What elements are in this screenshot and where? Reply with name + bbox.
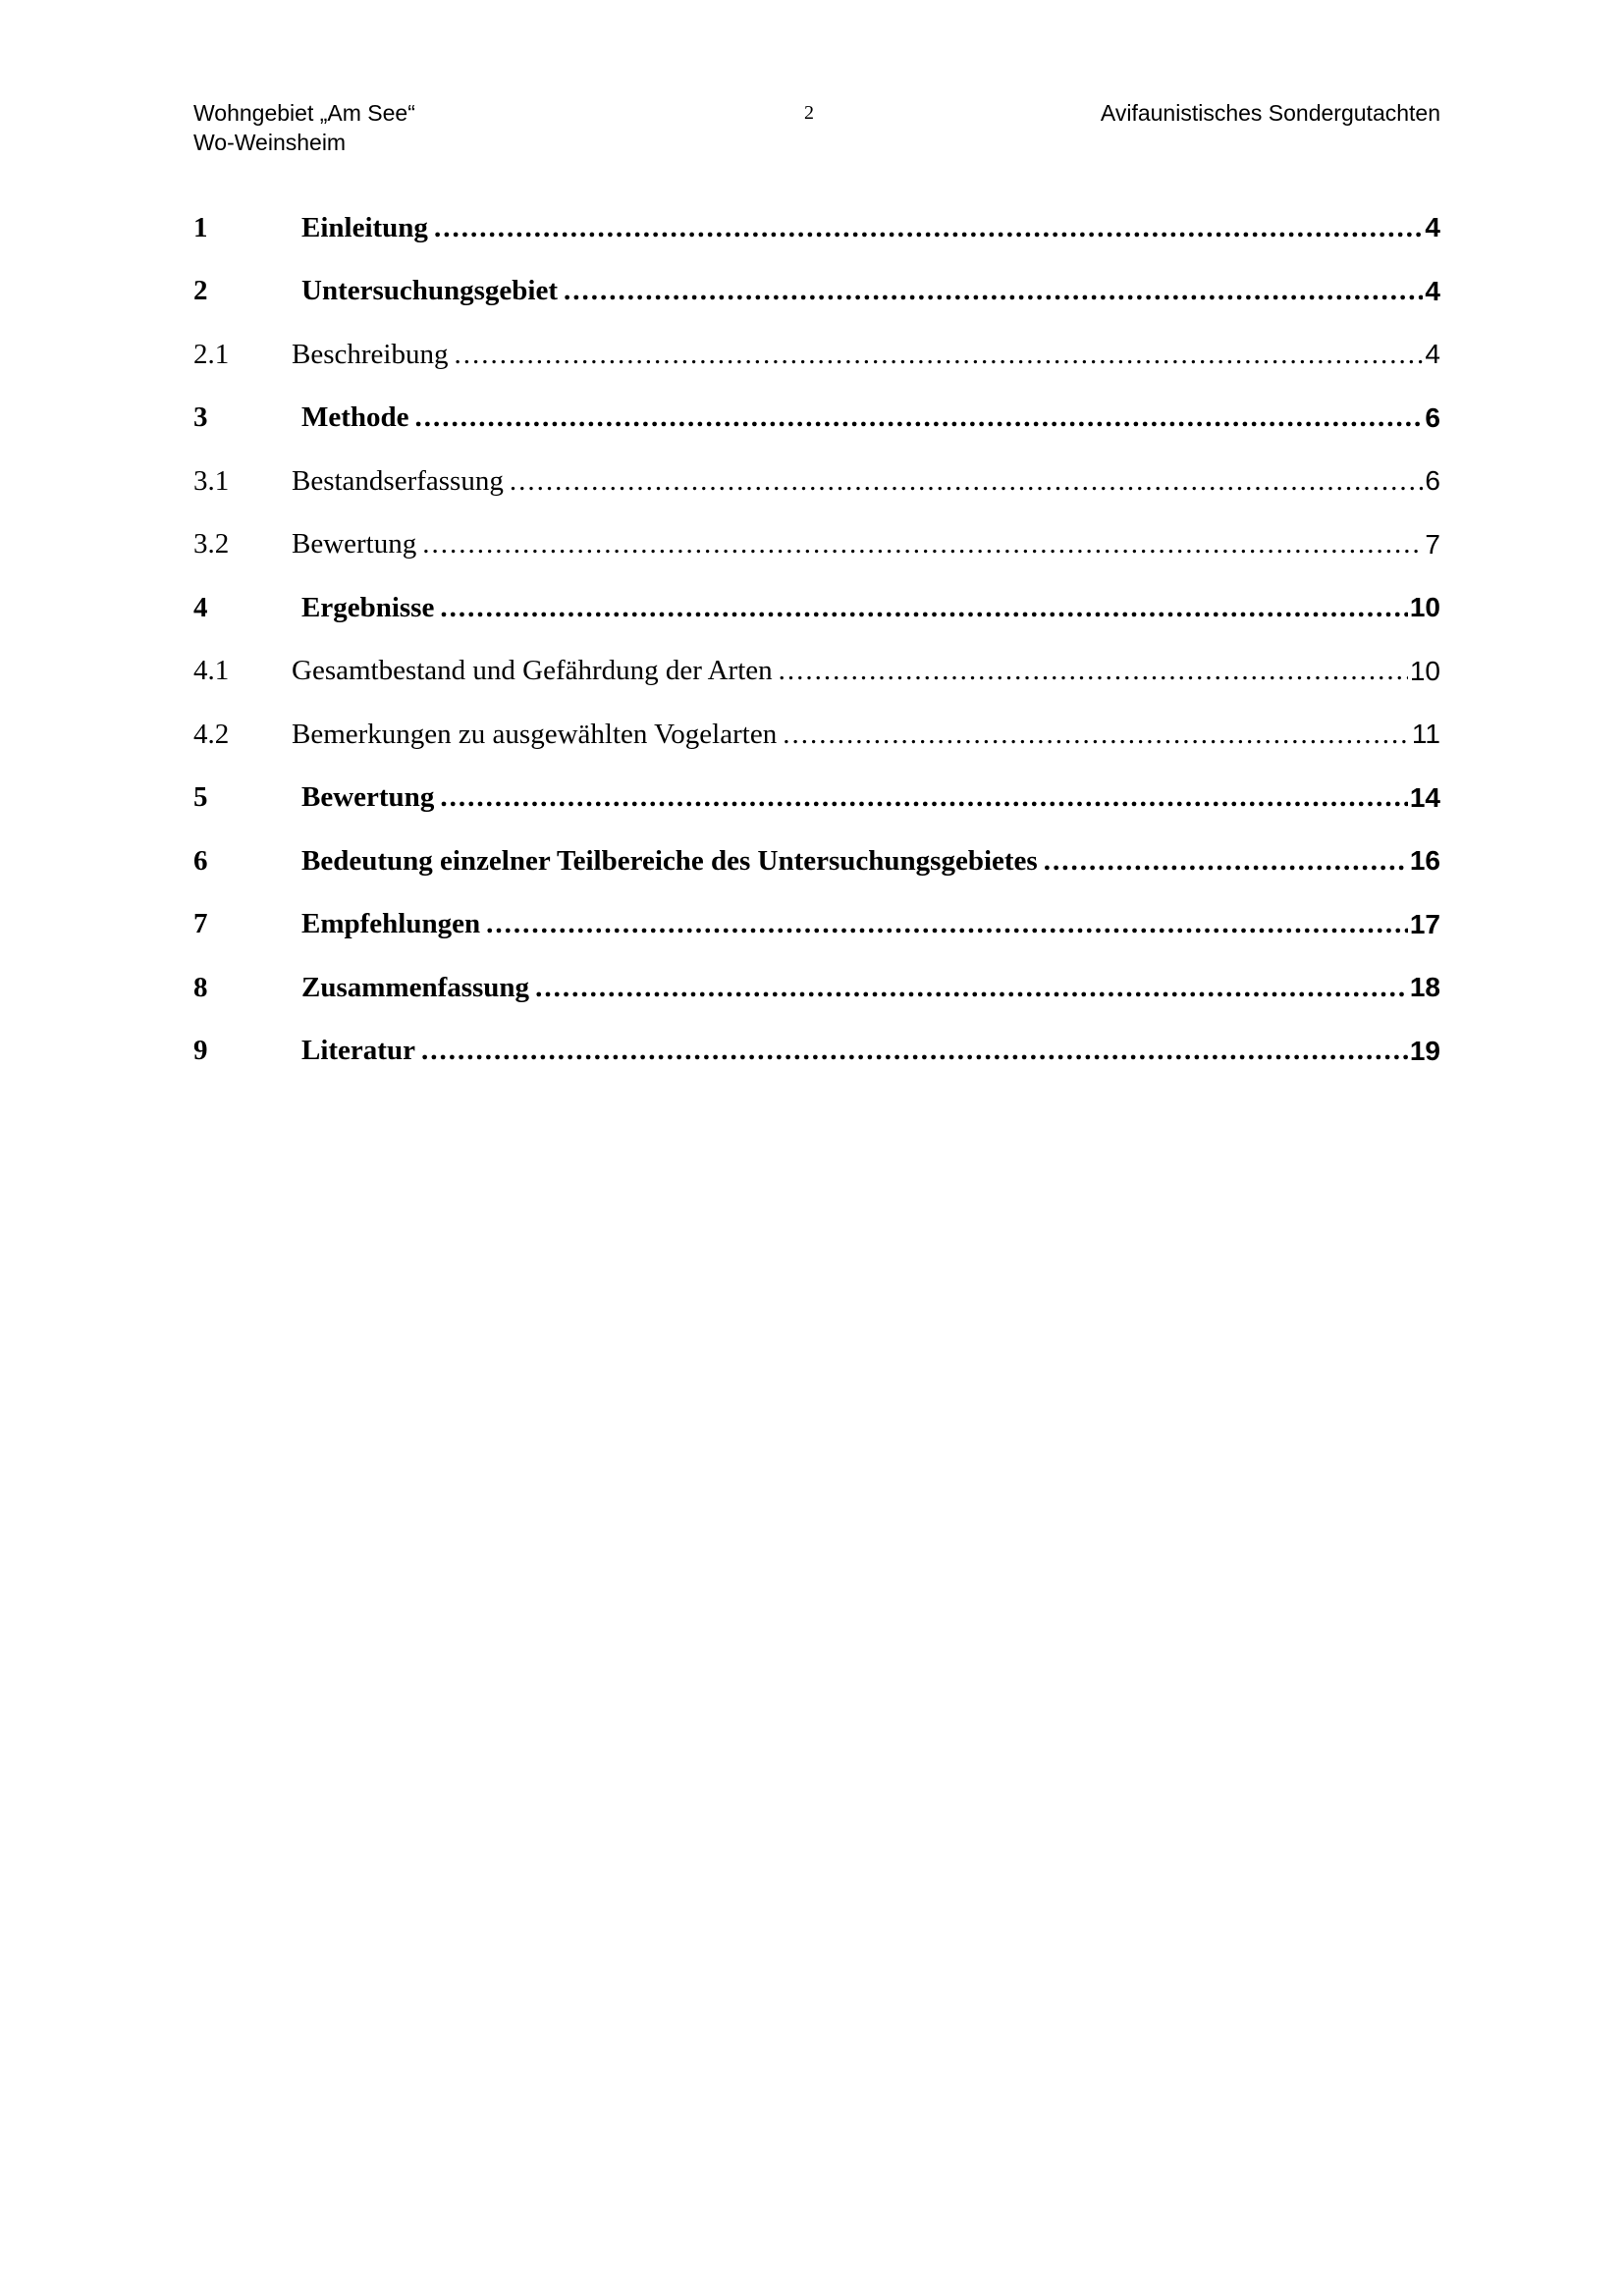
toc-entry[interactable] <box>193 1020 1440 1084</box>
toc-entry[interactable] <box>193 323 1440 387</box>
toc-dot-leader <box>415 401 1424 434</box>
toc-entry[interactable] <box>193 956 1440 1020</box>
toc-entry[interactable] <box>193 513 1440 577</box>
toc-entry[interactable] <box>193 450 1440 513</box>
toc-entry-number: 4.2 <box>193 718 230 750</box>
toc-entry[interactable] <box>193 640 1440 704</box>
toc-entry-number: 2.1 <box>193 338 230 370</box>
toc-entry-title: Bedeutung einzelner Teilbereiche des Untersuchungsgebietes <box>301 844 1038 877</box>
toc-dot-leader <box>779 655 1408 687</box>
toc-dot-leader <box>421 1035 1408 1067</box>
toc-dot-leader <box>440 781 1408 814</box>
toc-entry-title: Einleitung <box>301 211 428 243</box>
toc-entry-number: 9 <box>193 1035 208 1067</box>
toc-dot-leader <box>535 972 1408 1004</box>
toc-dot-leader <box>564 275 1423 307</box>
header-document-type: Avifaunistisches Sondergutachten <box>1100 100 1440 126</box>
toc-entry-title: Untersuchungsgebiet <box>301 275 559 307</box>
toc-entry-page: 11 <box>1411 719 1440 750</box>
toc-dot-leader <box>1044 845 1408 878</box>
toc-entry-number: 8 <box>193 971 208 1003</box>
toc-entry-title: Literatur <box>301 1035 415 1067</box>
toc-entry-title: Beschreibung <box>292 338 449 370</box>
toc-entry-page: 4 <box>1425 275 1440 306</box>
toc-entry-page: 10 <box>1409 592 1440 623</box>
toc-entry-number: 1 <box>193 211 208 243</box>
toc-entry-page: 4 <box>1425 212 1440 243</box>
toc-entry-title: Bemerkungen zu ausgewählten Vogelarten <box>292 718 778 750</box>
toc-entry-page: 14 <box>1409 781 1440 813</box>
toc-entry-number: 4 <box>193 591 208 623</box>
toc-entry[interactable] <box>193 893 1440 957</box>
toc-entry-page: 17 <box>1409 908 1440 939</box>
toc-entry-title: Bewertung <box>292 528 417 561</box>
toc-entry-page: 6 <box>1425 465 1440 497</box>
toc-dot-leader <box>422 528 1423 561</box>
toc-entry[interactable] <box>193 387 1440 451</box>
toc-entry-number: 4.1 <box>193 655 230 687</box>
toc-entry[interactable] <box>193 576 1440 640</box>
toc-entry-page: 19 <box>1409 1035 1440 1066</box>
toc-dot-leader <box>434 212 1423 244</box>
toc-entry-title: Ergebnisse <box>301 591 435 623</box>
header-location: Wo-Weinsheim <box>193 130 347 155</box>
toc-entry-page: 4 <box>1425 339 1440 370</box>
toc-dot-leader <box>440 592 1408 624</box>
page-header <box>193 98 1440 161</box>
toc-dot-leader <box>510 465 1424 498</box>
header-page-number: 2 <box>804 102 814 124</box>
toc-entry-page: 18 <box>1409 972 1440 1003</box>
toc-entry-title: Bestandserfassung <box>292 464 504 497</box>
toc-entry-page: 7 <box>1425 528 1440 560</box>
toc-entry-page: 6 <box>1425 401 1440 433</box>
toc-entry-number: 3.1 <box>193 464 230 497</box>
toc-entry-number: 3.2 <box>193 528 230 561</box>
toc-entry-title: Empfehlungen <box>301 908 481 940</box>
toc-entry-number: 5 <box>193 781 208 814</box>
toc-entry[interactable] <box>193 196 1440 260</box>
toc-entry-number: 7 <box>193 908 208 940</box>
toc-entry-number: 2 <box>193 275 208 307</box>
toc-entry[interactable] <box>193 260 1440 324</box>
toc-entry-title: Zusammenfassung <box>301 971 530 1003</box>
toc-entry-title: Bewertung <box>301 781 435 814</box>
toc-entry[interactable] <box>193 829 1440 893</box>
header-project-title: Wohngebiet „Am See“ <box>193 100 415 126</box>
toc-entry-number: 6 <box>193 844 208 877</box>
toc-entry[interactable] <box>193 767 1440 830</box>
toc-dot-leader <box>486 908 1408 940</box>
toc-entry-title: Gesamtbestand und Gefährdung der Arten <box>292 655 773 687</box>
toc-entry-number: 3 <box>193 401 208 434</box>
toc-entry-page: 16 <box>1409 845 1440 877</box>
table-of-contents <box>193 196 1440 1083</box>
toc-dot-leader <box>783 719 1410 751</box>
toc-entry-title: Methode <box>301 401 409 434</box>
toc-dot-leader <box>454 339 1423 371</box>
toc-entry[interactable] <box>193 703 1440 767</box>
toc-entry-page: 10 <box>1409 655 1440 686</box>
